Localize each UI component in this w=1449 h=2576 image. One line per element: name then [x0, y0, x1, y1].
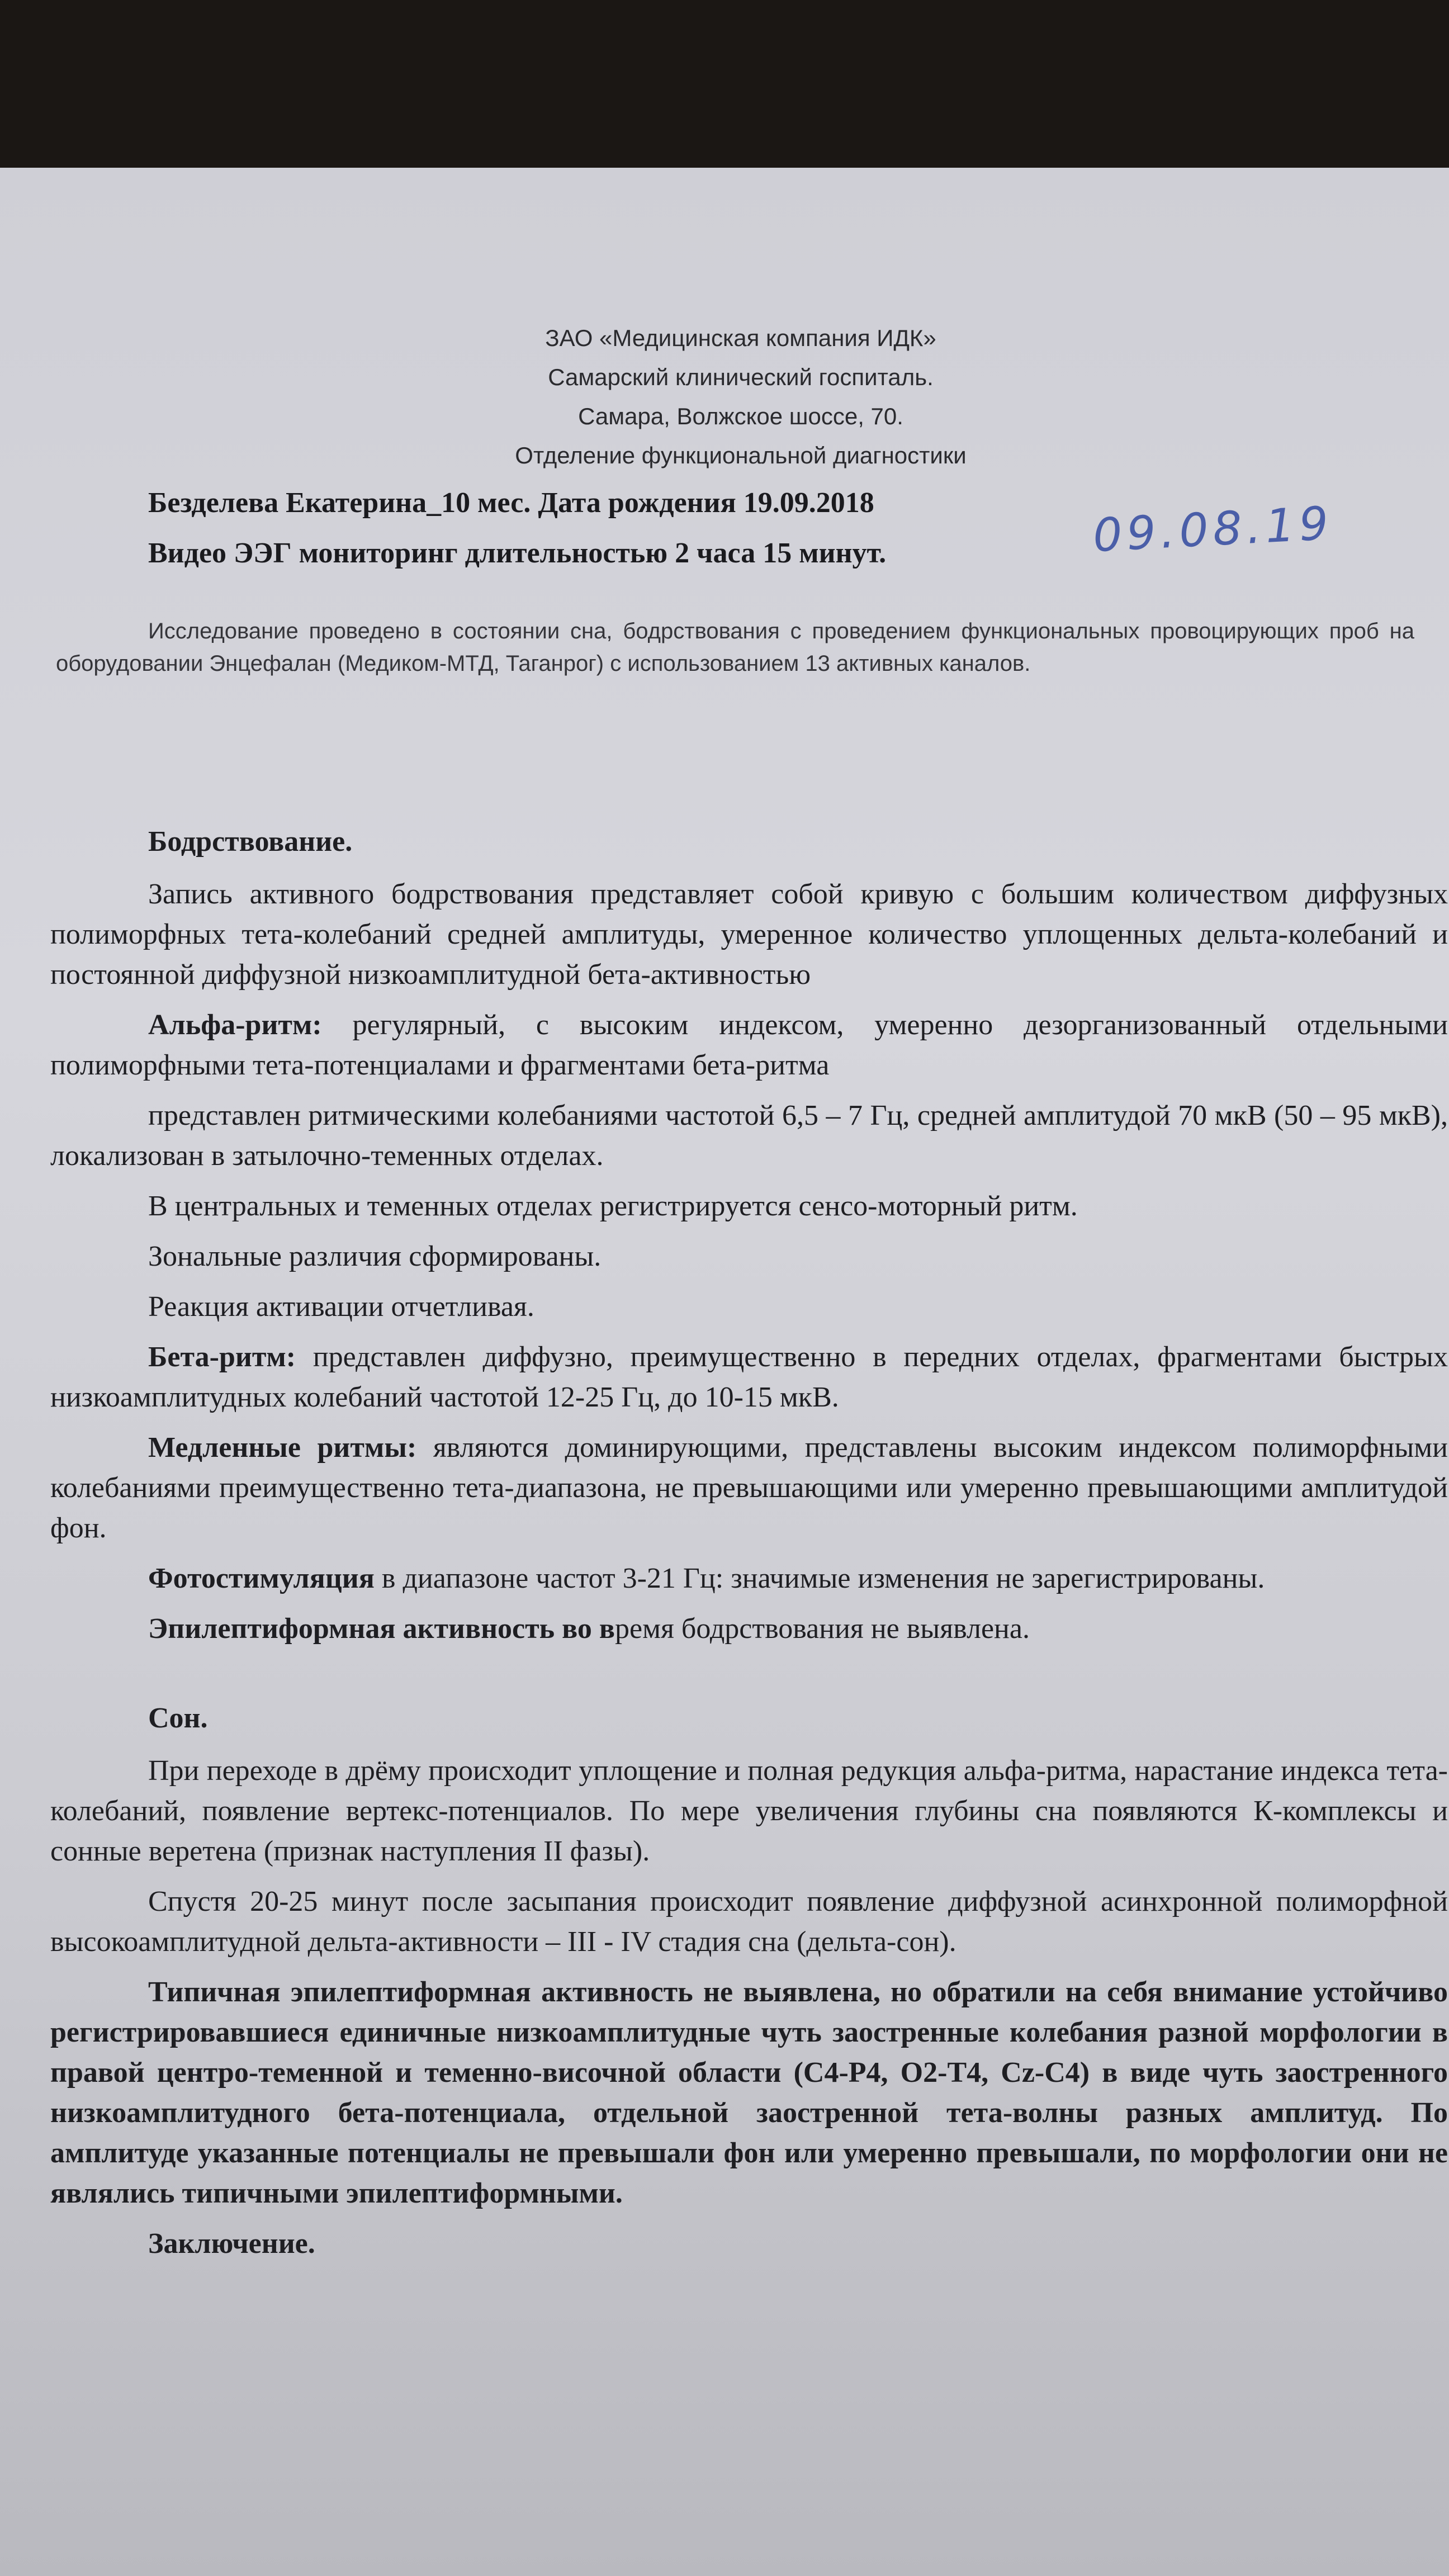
clinic-address: Самара, Волжское шоссе, 70. — [578, 403, 903, 429]
sensorimotor-paragraph: В центральных и теменных отделах регистрируется сенсо-моторный ритм. — [148, 1190, 1078, 1222]
hospital-name: Самарский клинический госпиталь. — [548, 364, 934, 390]
epileptiform-wake-paragraph — [50, 1609, 1448, 1649]
alpha-rhythm-label: Альфа-ритм: — [148, 1009, 322, 1041]
photostim-text: в диапазоне частот 3-21 Гц: значимые изменения не зарегистрированы. — [374, 1562, 1265, 1594]
section-title-sleep: Сон. — [148, 1702, 208, 1734]
intro-paragraph: Исследование проведено в состоянии сна, бодрствования с проведением функциональных провоцирующих проб на оборудовании Энцефалан (Медиком-МТД, Таганрог) с использованием 13 активных каналов. — [56, 619, 1414, 676]
slow-rhythm-label: Медленные ритмы: — [148, 1432, 417, 1464]
section-gap — [50, 1659, 1448, 1698]
alpha-rhythm-paragraph — [50, 1005, 1448, 1086]
beta-rhythm-label: Бета-ритм: — [148, 1341, 296, 1373]
document-page — [0, 168, 1449, 2576]
patient-name-line: Безделева Екатерина_10 мес. Дата рождения 19.09.2018 — [148, 487, 874, 519]
slow-rhythm-paragraph — [50, 1428, 1448, 1549]
section-title-wake: Бодрствование. — [148, 826, 353, 858]
handwritten-date: 09.08.19 — [1091, 496, 1334, 563]
study-type-line: Видео ЭЭГ мониторинг длительностью 2 часа 15 минут. — [148, 537, 887, 569]
section-title-conclusion: Заключение. — [148, 2228, 315, 2260]
photostim-label: Фотостимуляция — [148, 1562, 375, 1594]
sleep-paragraph-1: При переходе в дрёму происходит уплощение и полная редукция альфа-ритма, нарастание индекса тета-колебаний, появление вертекс-потенциалов. По мере увеличения глубины сна появляются К-комплексы и сонные веретена (признак наступления II фазы). — [50, 1755, 1448, 1867]
alpha-rhythm-text: регулярный, с высоким индексом, умеренно дезорганизованный отдельными полиморфными тета-потенциалами и фрагментами бета-ритма — [50, 1009, 1448, 1081]
sleep-paragraph-2: Спустя 20-25 минут после засыпания происходит появление диффузной асинхронной полиморфной высокоамплитудной дельта-активности – III - IV стадия сна (дельта-сон). — [50, 1886, 1448, 1958]
alpha-frequency-paragraph: представлен ритмическими колебаниями частотой 6,5 – 7 Гц, средней амплитудой 70 мкВ (50 – 95 мкВ), локализован в затылочно-теменных отделах. — [50, 1100, 1448, 1172]
photostim-paragraph — [50, 1559, 1448, 1599]
sleep-findings-paragraph: Типичная эпилептиформная активность не выявлена, но обратили на себя внимание устойчиво регистрировавшиеся единичные низкоамплитудные чуть заостренные колебания разной морфологии в правой центро-теменной и теменно-височной области (С4-Р4, О2-Т4, Cz-C4) в виде чуть заостренного низкоамплитудного бета-потенциала, отдельной заостренной тета-волны разных амплитуд. По амплитуде указанные потенциалы не превышали фон или умеренно превышали, по морфологии они не являлись типичными эпилептиформными. — [50, 1976, 1448, 2209]
zonal-paragraph: Зональные различия сформированы. — [148, 1240, 602, 1272]
epileptiform-wake-text: ремя бодрствования не выявлена. — [614, 1613, 1030, 1645]
wake-paragraph: Запись активного бодрствования представляет собой кривую с большим количеством диффузных полиморфных тета-колебаний средней амплитуды, умеренное количество уплощенных дельта-колебаний и постоянной диффузной низкоамплитудной бета-активностью — [50, 878, 1448, 991]
slow-rhythm-text: являются доминирующими, представлены высоким индексом полиморфными колебаниями преимущественно тета-диапазона, не превышающими или умеренно превышающими амплитудой фон. — [50, 1432, 1448, 1544]
report-body — [50, 822, 1448, 2276]
clinic-name: ЗАО «Медицинская компания ИДК» — [545, 325, 936, 351]
epileptiform-wake-label: Эпилептиформная активность во в — [148, 1613, 615, 1645]
activation-paragraph: Реакция активации отчетливая. — [148, 1291, 534, 1323]
clinic-header — [335, 319, 1146, 475]
beta-rhythm-text: представлен диффузно, преимущественно в передних отделах, фрагментами быстрых низкоамплитудных колебаний частотой 12-25 Гц, до 10-15 мкВ. — [50, 1341, 1448, 1413]
beta-rhythm-paragraph — [50, 1337, 1448, 1418]
department-name: Отделение функциональной диагностики — [515, 442, 967, 468]
